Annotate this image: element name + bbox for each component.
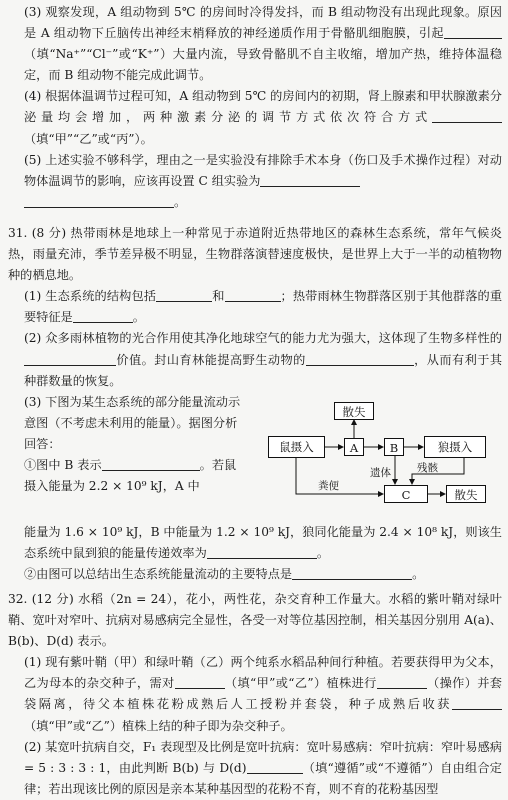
q29-part4 [8, 86, 502, 149]
q31-part3-with-figure [8, 392, 502, 546]
node-scatter-bottom: 散失 [446, 485, 486, 503]
label-feces: 粪便 [318, 479, 339, 492]
answer-blank[interactable] [444, 24, 502, 39]
answer-blank[interactable] [156, 287, 212, 302]
q32-part2-text-b: （填“遵循”或“不遵循”）自由组合定律；若出现该比例的原因是亲本某种基因型的花粉不育，则不育的花粉基因型 [24, 760, 502, 796]
q31-part3-calc-text: 能量为 1.6 × 10⁹ kJ，B 中能量为 1.2 × 10⁹ kJ，狼同化能量为 2.4 × 10⁸ kJ，则该生态系统中鼠到狼的能量传递效率为 [24, 524, 502, 560]
q29-part5 [8, 150, 502, 213]
answer-blank[interactable] [260, 172, 360, 187]
question-32 [8, 589, 502, 800]
q29-part3-text-b: （填“Na⁺”“Cl⁻”或“K⁺”）大量内流，导致骨骼肌不自主收缩，增加产热，维持体温稳定，而 B 组动物不能完成此调节。 [24, 47, 502, 83]
answer-blank[interactable] [73, 308, 133, 323]
q32-part2-text: (2) 某宽叶抗病自交，F₁ 表现型及比例是宽叶抗病：宽叶易感病：窄叶抗病：窄叶易感病 = 5 : 3 : 3 : 1，由此判断 B(b) 与 D(d) [24, 739, 502, 775]
question-29-continued [8, 0, 502, 213]
q32-stem: 32. (12 分) 水稻（2n = 24），花小，两性花，杂交育种工作量大。水稻的紫叶鞘对绿叶鞘、宽叶对窄叶、抗病对易感病完全显性，各受一对等位基因控制，相关基因分别用 A(a)、B(b)、D(d) 表示。 [8, 591, 502, 649]
node-a: A [344, 438, 364, 456]
answer-blank[interactable] [306, 351, 414, 366]
q29-part4-text-b: （填“甲”“乙”或“丙”）。 [24, 131, 153, 146]
q29-part3 [8, 2, 502, 86]
q31-part2-text-b: 价值。封山育林能提高野生动物的 [116, 352, 306, 367]
q31-part1 [8, 286, 502, 328]
q32-part1-text-b: （填“甲”或“乙”）植株进行 [224, 676, 377, 691]
q31-part3-sub1-b: 。若鼠摄入能量为 2.2 × 10⁹ kJ，A 中 [24, 457, 237, 494]
q31-part3-sub1: ①图中 B 表示 [24, 457, 102, 472]
label-residue: 残骸 [417, 461, 438, 474]
node-b: B [384, 438, 404, 456]
answer-blank[interactable] [377, 674, 427, 689]
q31-part3-stem: (3) 下图为某生态系统的部分能量流动示意图（不考虑未利用的能量）。据图分析回答： [24, 394, 241, 451]
answer-blank[interactable] [24, 351, 116, 366]
q31-part3-intro [24, 392, 246, 497]
q31-part2-text-c: ，从而有利于其种群数量的恢复。 [24, 352, 503, 388]
q29-part3-text: (3) 观察发现，A 组动物到 5℃ 的房间时冷得发抖，而 B 组动物没有出现此现象。原因是 A 组动物下丘脑传出神经末梢释放的神经递质作用于骨骼肌细胞膜，引起 [24, 5, 502, 41]
q32-part1 [8, 652, 502, 736]
q31-part3-calc-end: 。 [316, 545, 329, 560]
q31-part1-text-b: ；热带雨林生物群落区别于其他群落的重要特征是 [24, 289, 503, 325]
answer-blank[interactable] [24, 193, 174, 208]
q31-part3-text [24, 392, 246, 497]
answer-blank[interactable] [225, 287, 281, 302]
answer-blank[interactable] [247, 759, 303, 774]
q31-part2 [8, 328, 502, 391]
q29-part5-end: 。 [174, 194, 187, 209]
answer-blank[interactable] [432, 108, 502, 123]
node-c: C [384, 485, 428, 503]
q31-part1-end: 。 [132, 310, 145, 325]
node-wolf-intake: 狼摄入 [424, 436, 486, 458]
q31-part1-text: (1) 生态系统的结构包括 [24, 289, 157, 304]
q31-part3-feature-text: ②由图可以总结出生态系统能量流动的主要特点是 [24, 566, 293, 581]
q32-part2 [8, 737, 502, 800]
answer-blank[interactable] [207, 544, 317, 559]
q31-part2-text: (2) 众多雨林植物的光合作用使其净化地球空气的能力尤为强大，这体现了生物多样性的 [24, 331, 502, 346]
q29-part4-text: (4) 根据体温调节过程可知，A 组动物到 5℃ 的房间内的初期，肾上腺素和甲状腺激素分泌量均会增加，两种激素分泌的调节方式依次符合方式 [24, 89, 502, 125]
q32-part1-text: (1) 现有紫叶鞘（甲）和绿叶鞘（乙）两个纯系水稻品种间行种植。若要获得甲为父本，乙为母本的杂交种子，需对 [24, 655, 502, 691]
node-mouse-intake: 鼠摄入 [268, 436, 325, 458]
q31-part1-and: 和 [212, 289, 225, 304]
q31-part3-feature [8, 564, 502, 585]
energy-flow-diagram [266, 396, 508, 518]
answer-blank[interactable] [175, 674, 225, 689]
q31-stem: 31. (8 分) 热带雨林是地球上一种常见于赤道附近热带地区的森林生态系统，常年气候炎热，雨量充沛，季节差异极不明显，生物群落演替速度极快，是世界上大于一半的动植物物种的栖息地。 [8, 225, 502, 283]
answer-blank[interactable] [292, 565, 412, 580]
answer-blank[interactable] [102, 456, 200, 471]
q32-part1-text-d: （填“甲”或“乙”）植株上结的种子即为杂交种子。 [24, 718, 293, 733]
answer-blank[interactable] [452, 695, 502, 710]
label-remains: 遗体 [370, 466, 391, 479]
q32-part1-text-c: （操作）并套袋隔离，待父本植株花粉成熟后人工授粉并套袋，种子成熟后收获 [24, 676, 502, 712]
q31-part3-feature-end: 。 [412, 566, 425, 581]
node-scatter-top: 散失 [334, 402, 374, 420]
q29-part5-text: (5) 上述实验不够科学，理由之一是实验没有排除手术本身（伤口及手术操作过程）对动物体温调节的影响，应该再设置 C 组实验为 [24, 152, 502, 188]
question-31 [8, 223, 502, 585]
